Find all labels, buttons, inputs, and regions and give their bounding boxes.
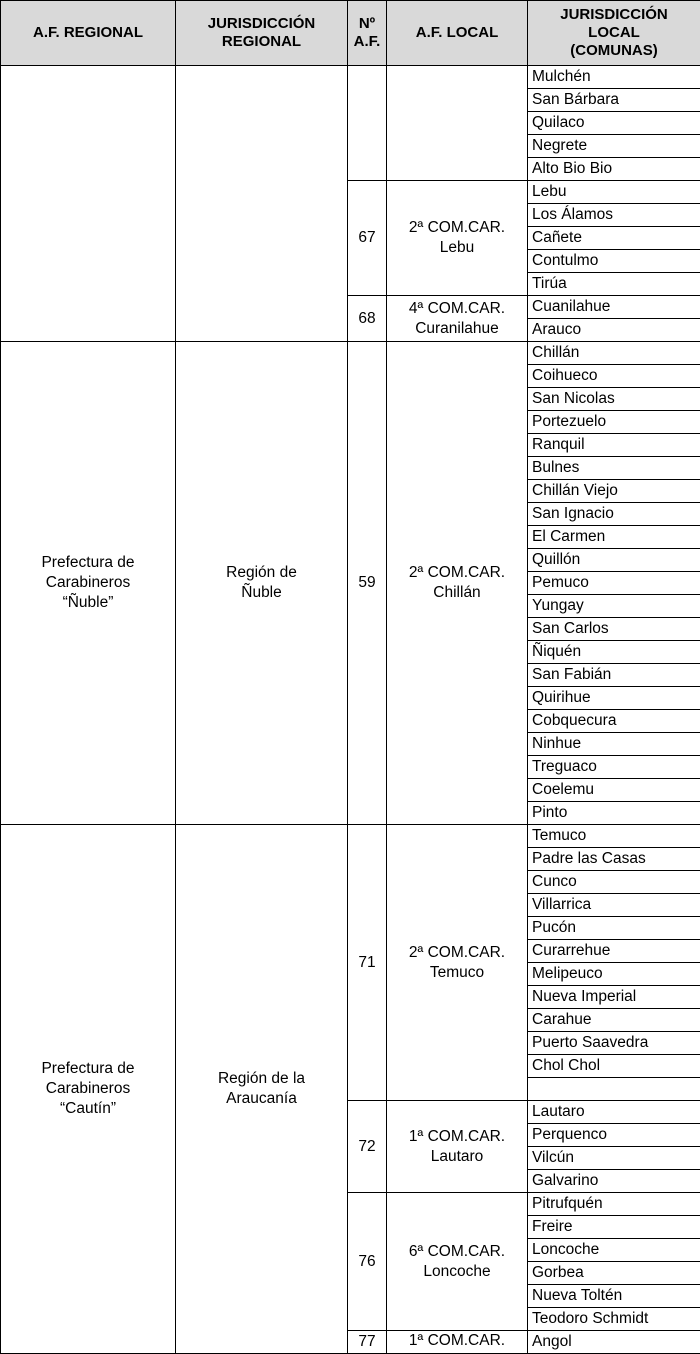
header-jurisdiccion-regional: JURISDICCIÓN REGIONAL <box>176 1 348 66</box>
header-af-regional: A.F. REGIONAL <box>1 1 176 66</box>
cell-af-local: 1ª COM.CAR. Lautaro <box>387 1101 528 1193</box>
table-body <box>1 66 700 1354</box>
cell-comuna: Teodoro Schmidt <box>528 1308 700 1331</box>
cell-comuna: Curarrehue <box>528 940 700 963</box>
cell-comuna: Treguaco <box>528 756 700 779</box>
cell-comuna: Temuco <box>528 825 700 848</box>
cell-comuna: Angol <box>528 1331 700 1354</box>
cell-comuna: Ninhue <box>528 733 700 756</box>
cell-af-local: 2ª COM.CAR. Chillán <box>387 342 528 825</box>
cell-af-local: 6ª COM.CAR. Loncoche <box>387 1193 528 1331</box>
cell-comuna: Freire <box>528 1216 700 1239</box>
cell-numero-af: 72 <box>348 1101 387 1193</box>
cell-numero-af: 71 <box>348 825 387 1101</box>
cell-comuna: San Bárbara <box>528 89 700 112</box>
cell-comuna: Puerto Saavedra <box>528 1032 700 1055</box>
table-row <box>1 342 700 365</box>
cell-region <box>176 66 348 342</box>
cell-comuna: Ñiquén <box>528 641 700 664</box>
table-row <box>1 66 700 89</box>
cell-prefectura <box>1 66 176 342</box>
cell-numero-af: 67 <box>348 181 387 296</box>
header-row <box>1 1 700 66</box>
cell-prefectura: Prefectura de Carabineros “Cautín” <box>1 825 176 1354</box>
cell-comuna: Galvarino <box>528 1170 700 1193</box>
cell-comuna: Nueva Imperial <box>528 986 700 1009</box>
cell-comuna: San Fabián <box>528 664 700 687</box>
cell-af-local: 2ª COM.CAR. Temuco <box>387 825 528 1101</box>
cell-comuna: Nueva Toltén <box>528 1285 700 1308</box>
header-numero-af: Nº A.F. <box>348 1 387 66</box>
cell-region: Región de la Araucanía <box>176 825 348 1354</box>
cell-comuna: Coihueco <box>528 365 700 388</box>
cell-comuna: Carahue <box>528 1009 700 1032</box>
cell-comuna: Gorbea <box>528 1262 700 1285</box>
cell-comuna: Tirúa <box>528 273 700 296</box>
cell-comuna: Melipeuco <box>528 963 700 986</box>
cell-comuna: Lebu <box>528 181 700 204</box>
cell-prefectura: Prefectura de Carabineros “Ñuble” <box>1 342 176 825</box>
header-af-local: A.F. LOCAL <box>387 1 528 66</box>
cell-comuna: Quirihue <box>528 687 700 710</box>
cell-comuna: Bulnes <box>528 457 700 480</box>
cell-comuna: Pitrufquén <box>528 1193 700 1216</box>
cell-comuna: Perquenco <box>528 1124 700 1147</box>
cell-numero-af: 76 <box>348 1193 387 1331</box>
cell-comuna: Arauco <box>528 319 700 342</box>
cell-comuna: Pucón <box>528 917 700 940</box>
cell-numero-af: 59 <box>348 342 387 825</box>
cell-comuna: San Nicolas <box>528 388 700 411</box>
cell-comuna: Contulmo <box>528 250 700 273</box>
cell-comuna: Portezuelo <box>528 411 700 434</box>
cell-comuna: Chol Chol <box>528 1055 700 1078</box>
cell-region: Región de Ñuble <box>176 342 348 825</box>
cell-comuna: Pemuco <box>528 572 700 595</box>
cell-comuna: Quilaco <box>528 112 700 135</box>
cell-af-local: 2ª COM.CAR. Lebu <box>387 181 528 296</box>
cell-comuna: Yungay <box>528 595 700 618</box>
cell-comuna: Villarrica <box>528 894 700 917</box>
cell-numero-af: 68 <box>348 296 387 342</box>
cell-comuna: Cunco <box>528 871 700 894</box>
cell-comuna: Coelemu <box>528 779 700 802</box>
cell-comuna: Mulchén <box>528 66 700 89</box>
cell-comuna: Chillán <box>528 342 700 365</box>
cell-comuna: Padre las Casas <box>528 848 700 871</box>
cell-comuna: Vilcún <box>528 1147 700 1170</box>
cell-comuna: Quillón <box>528 549 700 572</box>
header-jurisdiccion-local: JURISDICCIÓN LOCAL (COMUNAS) <box>528 1 700 66</box>
cell-comuna: Alto Bio Bio <box>528 158 700 181</box>
cell-comuna: Ranquil <box>528 434 700 457</box>
cell-comuna: Pinto <box>528 802 700 825</box>
cell-comuna: Loncoche <box>528 1239 700 1262</box>
cell-comuna <box>528 1078 700 1101</box>
table-header <box>1 1 700 66</box>
cell-af-local: 4ª COM.CAR. Curanilahue <box>387 296 528 342</box>
cell-comuna: Cuanilahue <box>528 296 700 319</box>
cell-numero-af: 77 <box>348 1331 387 1354</box>
cell-af-local: 1ª COM.CAR. <box>387 1331 528 1354</box>
cell-comuna: El Carmen <box>528 526 700 549</box>
cell-comuna: Cañete <box>528 227 700 250</box>
cell-comuna: Chillán Viejo <box>528 480 700 503</box>
cell-comuna: Lautaro <box>528 1101 700 1124</box>
cell-numero-af <box>348 66 387 181</box>
cell-comuna: Cobquecura <box>528 710 700 733</box>
cell-comuna: San Carlos <box>528 618 700 641</box>
cell-comuna: Negrete <box>528 135 700 158</box>
cell-comuna: Los Álamos <box>528 204 700 227</box>
cell-comuna: San Ignacio <box>528 503 700 526</box>
cell-af-local <box>387 66 528 181</box>
table-row <box>1 825 700 848</box>
